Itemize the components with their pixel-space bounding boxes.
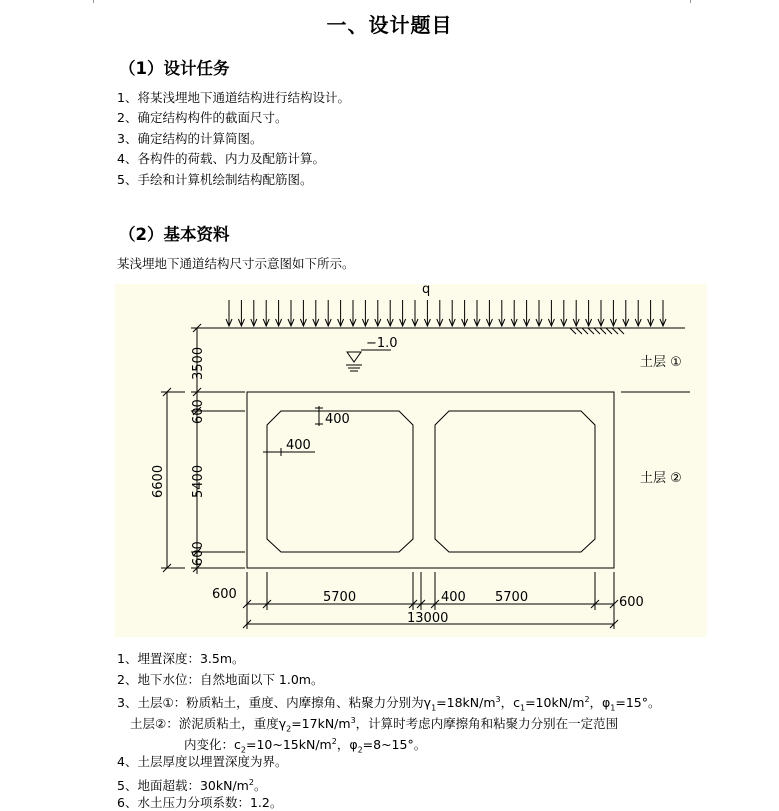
- dim-mid-wall: 400: [441, 590, 466, 605]
- structure-diagram: [115, 284, 707, 637]
- dim-total-width: 13000: [407, 611, 449, 626]
- dim-span-2: 5700: [495, 590, 529, 605]
- ground-hatch-right: [570, 328, 624, 334]
- haunch-vertical-dim: 400: [325, 412, 350, 427]
- note-surcharge: 5、地面超载：$30kN/m^2$。: [117, 778, 267, 794]
- haunch-horizontal-dim: 400: [286, 438, 311, 453]
- dim-left-wall: 600: [212, 587, 237, 602]
- water-level-label: −1.0: [366, 336, 398, 351]
- dim-depth: 3500: [191, 346, 206, 380]
- task-item-5: 5、手绘和计算机绘制结构配筋图。: [117, 172, 313, 187]
- task-item-4: 4、各构件的荷载、内力及配筋计算。: [117, 151, 325, 166]
- dim-total-height: 6600: [151, 464, 166, 498]
- note-burial-depth: 1、埋置深度：3.5m。: [117, 651, 245, 666]
- dim-top-slab: 600: [191, 399, 206, 424]
- dim-span-1: 5700: [323, 590, 357, 605]
- dim-right-wall: 600: [619, 595, 644, 610]
- note-soil-layer-1: 3、土层①：粉质粘土，重度、内摩擦角、粘聚力分别为$\gamma_1=18kN/m^3$，$c_1=10kN/m^2$，$\varphi_1=15^\circ$。: [117, 695, 661, 713]
- soil-layer-1-label: 土层 ①: [640, 355, 682, 370]
- crop-mark-right: [690, 0, 691, 3]
- section-heading-basic: （2）基本资料: [119, 225, 230, 244]
- task-item-1: 1、将某浅埋地下通道结构进行结构设计。: [117, 90, 350, 105]
- page-title: 一、设计题目: [326, 13, 453, 37]
- task-item-2: 2、确定结构构件的截面尺寸。: [117, 110, 288, 125]
- load-label: q: [422, 284, 431, 297]
- note-pressure-factor: 6、水土压力分项系数：1.2。: [117, 795, 283, 810]
- note-groundwater: 2、地下水位：自然地面以下 1.0m。: [117, 672, 324, 687]
- note-soil-thickness: 4、土层厚度以埋置深度为界。: [117, 754, 288, 769]
- basic-intro: 某浅埋地下通道结构尺寸示意图如下所示。: [117, 256, 355, 271]
- note-soil-layer-2-cont: 内变化：$c_2=10\sim 15kN/m^2$，$\varphi_2=8\sim 15^\circ$。: [184, 737, 427, 755]
- diagram-svg: [115, 284, 707, 637]
- load-arrows: [226, 300, 666, 326]
- soil-layer-2-label: 土层 ②: [640, 471, 682, 486]
- task-item-3: 3、确定结构的计算简图。: [117, 131, 263, 146]
- section-heading-task: （1）设计任务: [119, 59, 230, 78]
- dim-bottom-slab: 600: [191, 541, 206, 566]
- crop-mark-left: [93, 0, 94, 3]
- note-soil-layer-2: 土层②：淤泥质粘土，重度$\gamma_2=17kN/m^3$，计算时考虑内摩擦角和粘聚力分别在一定范围: [130, 716, 619, 734]
- dim-clear-height: 5400: [191, 464, 206, 498]
